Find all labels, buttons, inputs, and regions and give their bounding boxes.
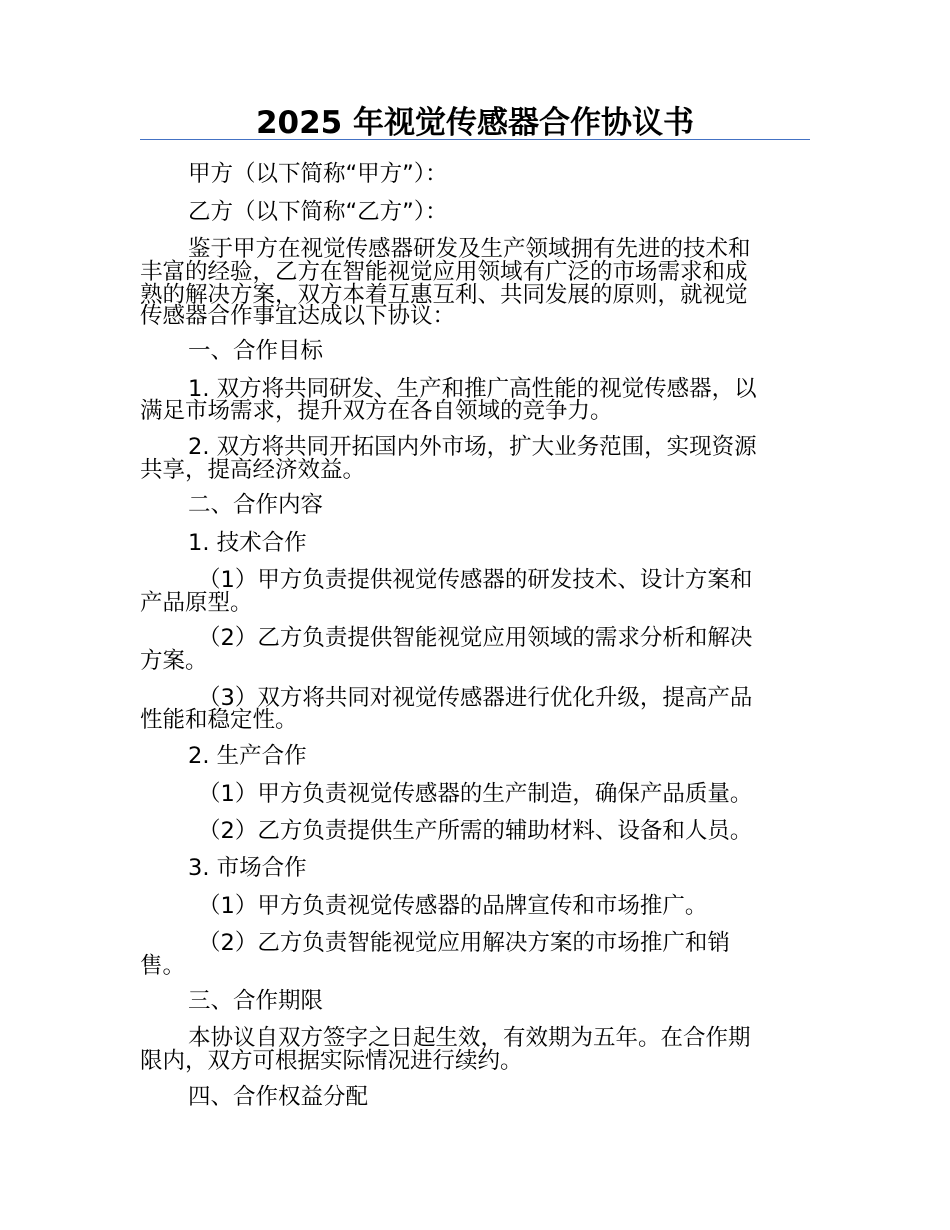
- goal-1-line-2: 满足市场需求，提升双方在各自领域的竞争力。: [140, 398, 613, 424]
- tech-item-3-line-2: 性能和稳定性。: [140, 707, 298, 733]
- goal-2-line-1: 2. 双方将共同开拓国内外市场，扩大业务范围，实现资源: [188, 434, 757, 460]
- party-a-line: 甲方（以下简称“甲方”）：: [188, 161, 448, 187]
- market-item-2-line-1: （2）乙方负责智能视觉应用解决方案的市场推广和销: [198, 930, 730, 956]
- title-underline: [140, 139, 810, 140]
- preamble-line-2: 丰富的经验，乙方在智能视觉应用领域有广泛的市场需求和成: [140, 259, 748, 285]
- document-title: 2025 年视觉传感器合作协议书: [255, 105, 695, 141]
- term-line-1: 本协议自双方签字之日起生效，有效期为五年。在合作期: [188, 1025, 751, 1051]
- party-b-line: 乙方（以下简称“乙方”）：: [188, 199, 448, 225]
- section-heading-4: 四、合作权益分配: [188, 1084, 369, 1110]
- section-heading-3: 三、合作期限: [188, 988, 324, 1014]
- subsection-market: 3. 市场合作: [188, 855, 307, 881]
- goal-1-line-1: 1. 双方将共同研发、生产和推广高性能的视觉传感器，以: [188, 376, 757, 402]
- section-heading-1: 一、合作目标: [188, 338, 324, 364]
- tech-item-2-line-2: 方案。: [140, 648, 208, 674]
- subsection-tech: 1. 技术合作: [188, 530, 307, 556]
- preamble-line-4: 传感器合作事宜达成以下协议：: [140, 303, 456, 329]
- term-line-2: 限内，双方可根据实际情况进行续约。: [140, 1048, 523, 1074]
- production-item-2: （2）乙方负责提供生产所需的辅助材料、设备和人员。: [198, 818, 753, 844]
- preamble-line-1: 鉴于甲方在视觉传感器研发及生产领域拥有先进的技术和: [188, 236, 751, 262]
- market-item-1: （1）甲方负责视觉传感器的品牌宣传和市场推广。: [198, 893, 708, 919]
- section-heading-2: 二、合作内容: [188, 492, 324, 518]
- preamble-line-3: 熟的解决方案，双方本着互惠互利、共同发展的原则，就视觉: [140, 282, 748, 308]
- subsection-production: 2. 生产合作: [188, 743, 307, 769]
- tech-item-1-line-2: 产品原型。: [140, 590, 253, 616]
- production-item-1: （1）甲方负责视觉传感器的生产制造，确保产品质量。: [198, 781, 753, 807]
- tech-item-3-line-1: （3）双方将共同对视觉传感器进行优化升级，提高产品: [198, 685, 753, 711]
- tech-item-1-line-1: （1）甲方负责提供视觉传感器的研发技术、设计方案和: [198, 567, 753, 593]
- market-item-2-line-2: 售。: [140, 953, 186, 979]
- goal-2-line-2: 共享，提高经济效益。: [140, 457, 366, 483]
- tech-item-2-line-1: （2）乙方负责提供智能视觉应用领域的需求分析和解决: [198, 625, 753, 651]
